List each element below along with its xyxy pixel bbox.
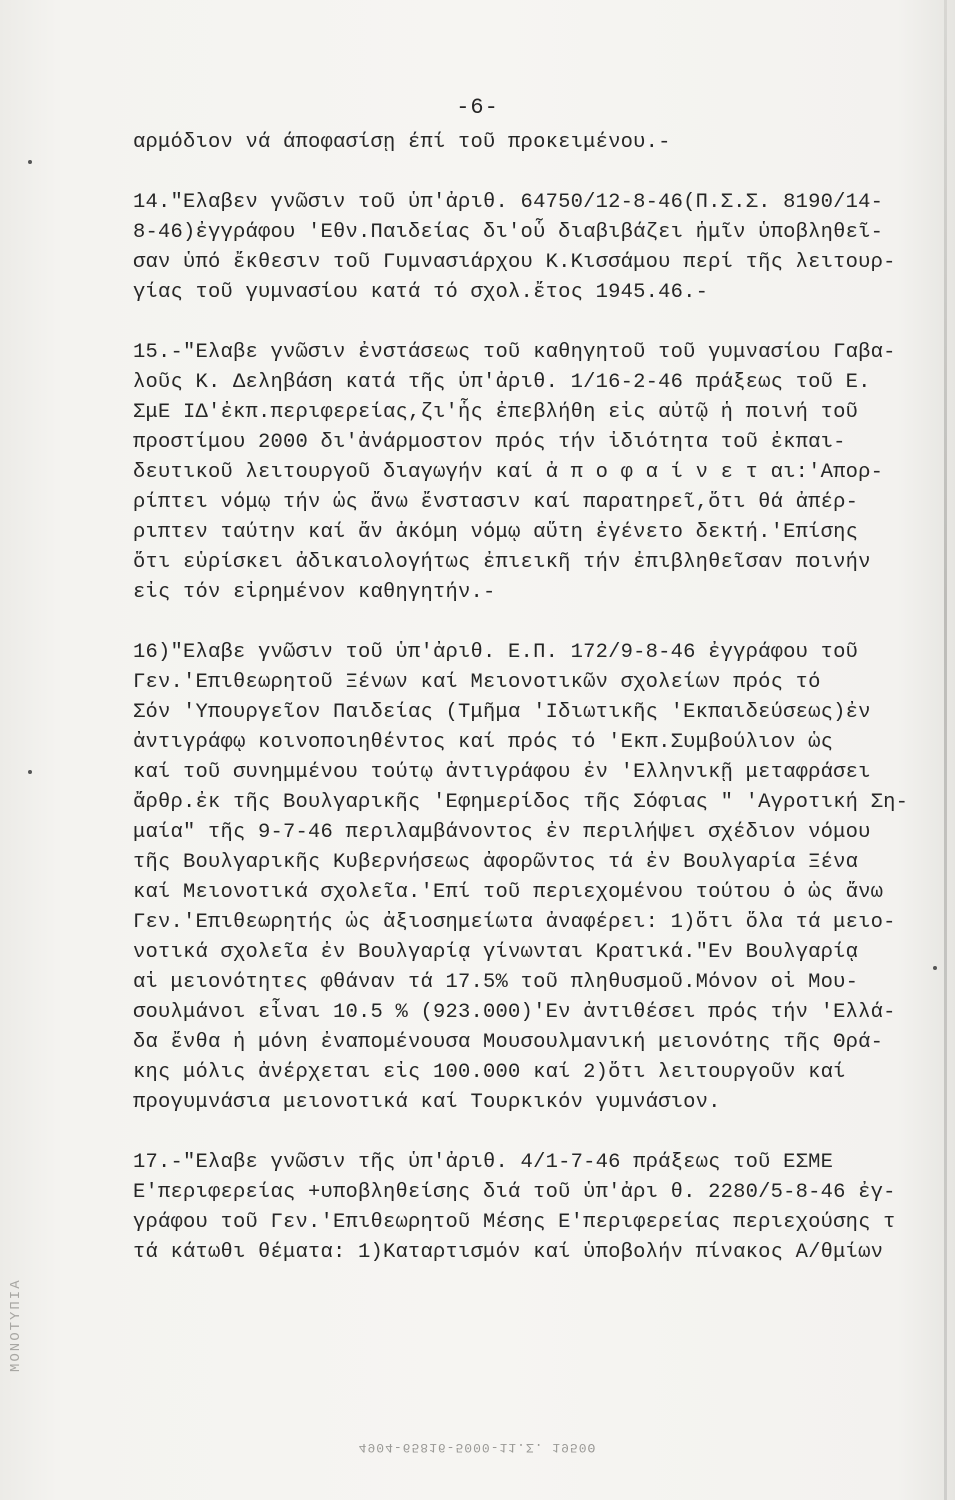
text-line: εἰς τόν εἰρημένον καθηγητήν.- xyxy=(133,581,496,604)
paragraph-item-17 xyxy=(133,1148,928,1268)
margin-stamp: ΜΟΝΟΤΥΠΙΑ xyxy=(8,1278,24,1372)
text-line: μαία" τῆς 9-7-46 περιλαμβάνοντος ἐν περιλήψει σχέδιον νόμου xyxy=(133,821,871,844)
document-body xyxy=(133,128,928,1298)
text-line: Σόν 'Υπουργεῖον Παιδείας (Τμῆμα 'Ιδιωτικῆς 'Εκπαιδεύσεως)ἐν xyxy=(133,701,871,724)
text-line: 15.-"Ελαβε γνῶσιν ἐνστάσεως τοῦ καθηγητοῦ τοῦ γυμνασίου Γαβα- xyxy=(133,341,896,364)
paragraph-item-15 xyxy=(133,338,928,608)
text-line: 16)"Ελαβε γνῶσιν τοῦ ὑπ'ἀριθ. Ε.Π. 172/9-8-46 ἐγγράφου τοῦ xyxy=(133,641,859,664)
text-line: νοτικά σχολεῖα ἐν Βουλγαρίᾳ γίνωνται Κρατικά."Εν Βουλγαρίᾳ xyxy=(133,941,859,964)
text-line: 17.-"Ελαβε γνῶσιν τῆς ὑπ'ἀριθ. 4/1-7-46 πράξεως τοῦ ΕΣΜΕ xyxy=(133,1151,834,1174)
text-line: αρμόδιον νά άποφασίσῃ έπί τοῦ προκειμένου.- xyxy=(133,131,671,154)
text-line: προστίμου 2000 δι'ἀνάρμοστον πρός τήν ἰδιότητα τοῦ ἐκπαι- xyxy=(133,431,846,454)
text-line: σουλμάνοι εἶναι 10.5 % (923.000)'Εν ἀντιθέσει πρός τήν 'Ελλά- xyxy=(133,1001,896,1024)
text-line: καί τοῦ συνημμένου τούτῳ ἀντιγράφου ἐν 'Ελληνικῇ μεταφράσει xyxy=(133,761,871,784)
margin-mark xyxy=(28,160,32,164)
text-line: τά κάτωθι θέματα: 1)Καταρτισμόν καί ὑποβολήν πίνακος Α/θμίων xyxy=(133,1241,884,1264)
text-line: γίας τοῦ γυμνασίου κατά τό σχολ.ἔτος 1945.46.- xyxy=(133,281,709,304)
paragraph-item-14 xyxy=(133,188,928,308)
text-line: 14."Ελαβεν γνῶσιν τοῦ ὑπ'ἀριθ. 64750/12-8-46(Π.Σ.Σ. 8190/14- xyxy=(133,191,884,214)
text-line: ρίπτει νόμῳ τήν ὡς ἄνω ἔνστασιν καί παρατηρεῖ,ὅτι θά ἀπέρ- xyxy=(133,491,859,514)
paragraph-item-16 xyxy=(133,638,928,1118)
text-line: ὅτι εὑρίσκει ἀδικαιολογήτως ἐπιεικῆ τήν ἐπιβληθεῖσαν ποινήν xyxy=(133,551,871,574)
text-line: Γεν.'Επιθεωρητοῦ Ξένων καί Μειονοτικῶν σχολείων πρός τό xyxy=(133,671,821,694)
text-line: κης μόλις ἀνέρχεται εἰς 100.000 καί 2)ὅτι λειτουργοῦν καί xyxy=(133,1061,846,1084)
text-line: τῆς Βουλγαρικῆς Κυβερνήσεως ἀφορῶντος τά ἐν Βουλγαρία Ξένα xyxy=(133,851,859,874)
text-line: ἀντιγράφῳ κοινοποιηθέντος καί πρός τό 'Εκπ.Συμβούλιον ὡς xyxy=(133,731,834,754)
text-line: σαν ὑπό ἔκθεσιν τοῦ Γυμνασιάρχου Κ.Κισσάμου περί τῆς λειτουρ- xyxy=(133,251,896,274)
margin-mark xyxy=(933,966,937,970)
text-line: λοῦς Κ. Δεληβάση κατά τῆς ὑπ'ἀριθ. 1/16-2-46 πράξεως τοῦ Ε. xyxy=(133,371,871,394)
text-line: Ε'περιφερείας +υποβληθείσης διά τοῦ ὑπ'ἀρι θ. 2280/5-8-46 ἐγ- xyxy=(133,1181,896,1204)
text-line: προγυμνάσια μειονοτικά καί Τουρκικόν γυμνάσιον. xyxy=(133,1091,721,1114)
page-number: -6- xyxy=(456,95,499,120)
text-line: ΣμΕ ΙΔ'ἐκπ.περιφερείας,ζι'ἧς ἐπεβλήθη εἰς αὐτῷ ἡ ποινή τοῦ xyxy=(133,401,859,424)
text-line: Γεν.'Επιθεωρητής ὡς ἀξιοσημείωτα ἀναφέρει: 1)ὅτι ὅλα τά μειο- xyxy=(133,911,896,934)
paragraph-intro xyxy=(133,128,928,158)
text-line: ἄρθρ.ἐκ τῆς Βουλγαρικῆς 'Εφημερίδος τῆς Σόφιας " 'Αγροτική Ση- xyxy=(133,791,909,814)
text-line: ριπτεν ταύτην καί ἄν ἀκόμη νόμῳ αὕτη ἐγένετο δεκτή.'Επίσης xyxy=(133,521,859,544)
text-line: 8-46)ἐγγράφου 'Εθν.Παιδείας δι'οὗ διαβιβάζει ἡμῖν ὑποβληθεῖ- xyxy=(133,221,884,244)
text-line: αἱ μειονότητες φθάναν τά 17.5% τοῦ πληθυσμοῦ.Μόνον οἱ Μου- xyxy=(133,971,859,994)
page-edge-shadow xyxy=(944,0,947,1500)
margin-mark xyxy=(28,770,32,774)
text-line: γράφου τοῦ Γεν.'Επιθεωρητοῦ Μέσης Ε'περιφερείας περιεχούσης τ xyxy=(133,1211,896,1234)
text-line: δα ἔνθα ἡ μόνη ἐναπομένουσα Μουσουλμανική μειονότης τῆς Θρά- xyxy=(133,1031,884,1054)
text-line: καί Μειονοτικά σχολεῖα.'Επί τοῦ περιεχομένου τούτου ὁ ὡς ἄνω xyxy=(133,881,884,904)
footer-print-code: 4904-65816-5000-11.Σ. 1950Θ xyxy=(358,1440,597,1455)
text-line: δευτικοῦ λειτουργοῦ διαγωγήν καί ἀ π ο φ α ί ν ε τ αι:'Απορ- xyxy=(133,461,884,484)
